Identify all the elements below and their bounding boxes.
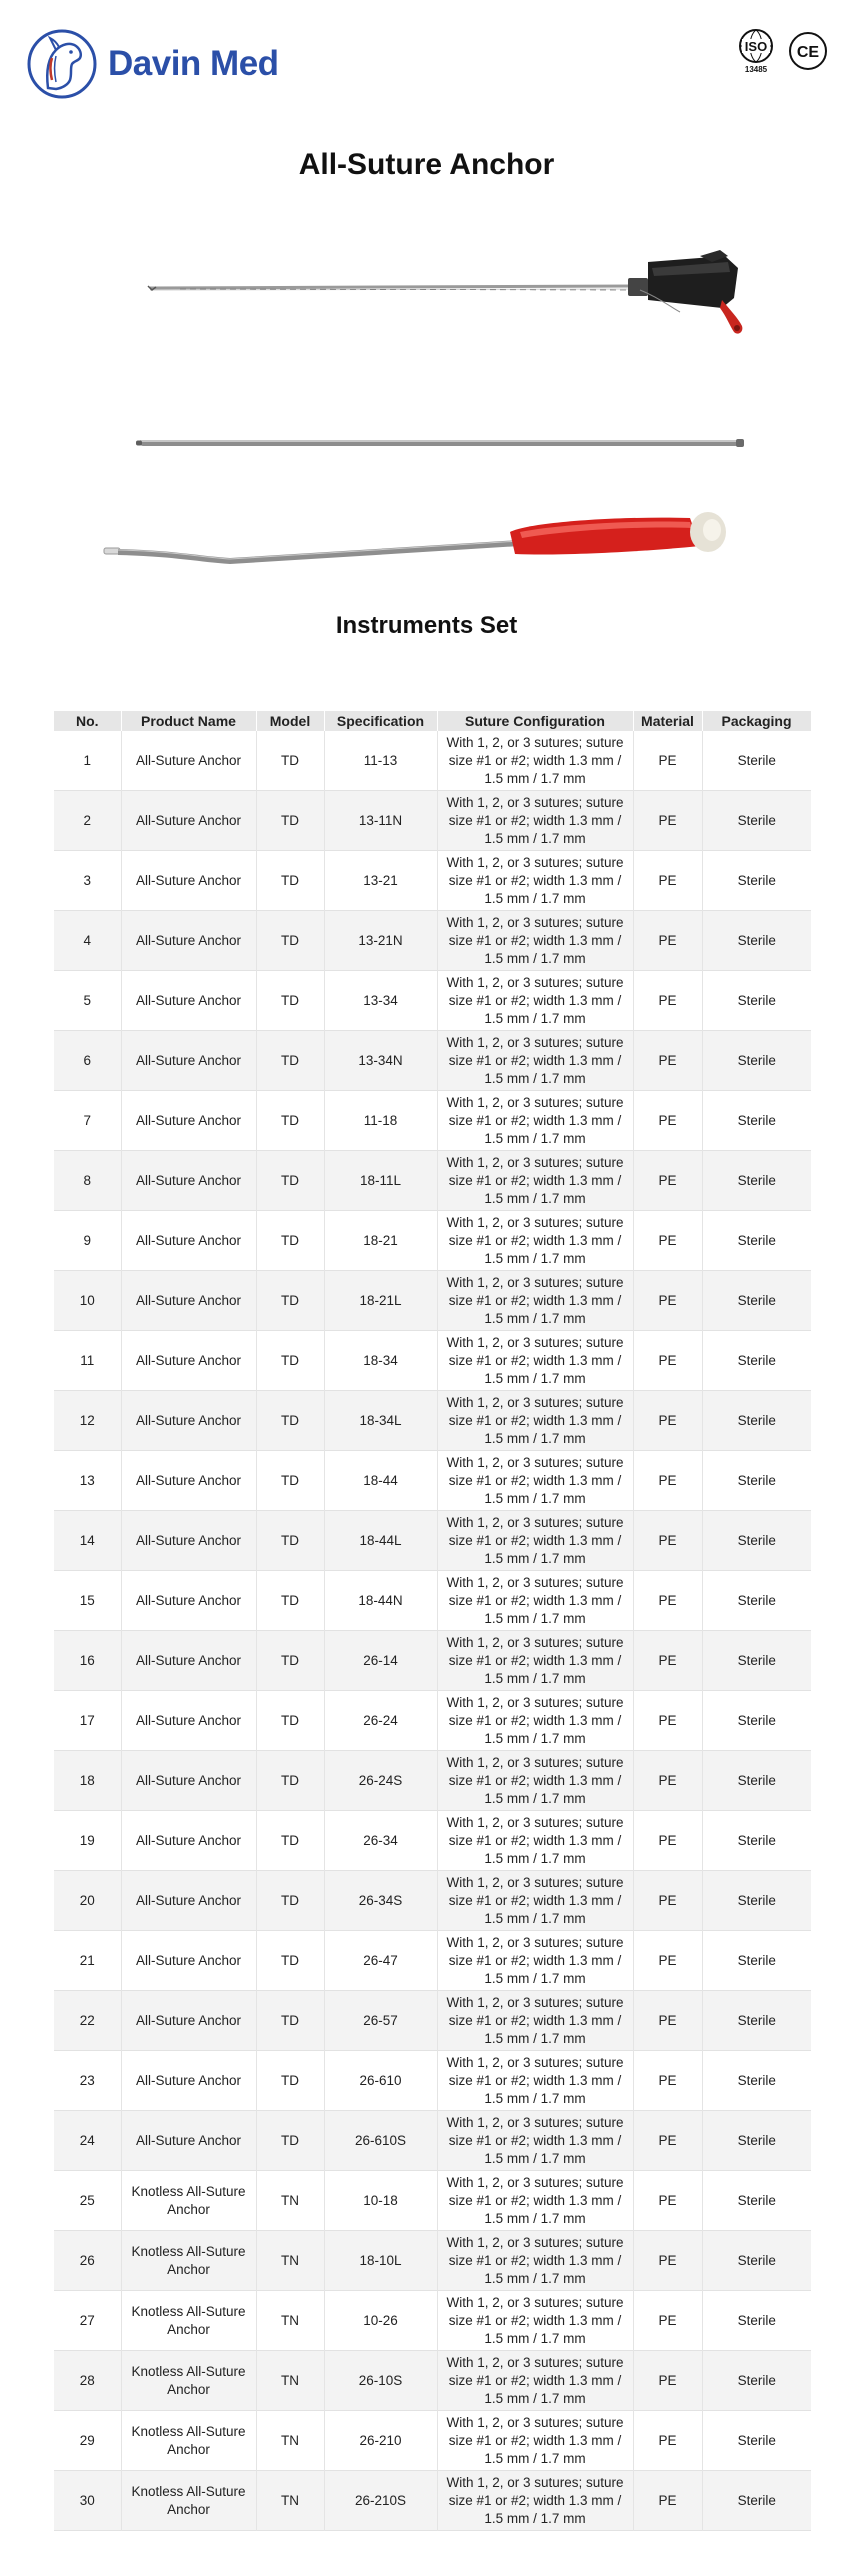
cell-model: TD — [256, 971, 324, 1031]
cell-no: 25 — [54, 2171, 121, 2231]
table-row — [54, 1991, 811, 2051]
cell-no: 24 — [54, 2111, 121, 2171]
anchor-inserter-image — [0, 238, 853, 338]
cell-model: TD — [256, 1211, 324, 1271]
drill-with-red-handle-image — [0, 500, 853, 572]
cell-suture-configuration: With 1, 2, or 3 sutures; suture size #1 or #2; width 1.3 mm / 1.5 mm / 1.7 mm — [437, 1151, 633, 1211]
table-row — [54, 1571, 811, 1631]
table-row — [54, 2111, 811, 2171]
cell-packaging: Sterile — [702, 1871, 811, 1931]
table-row — [54, 2351, 811, 2411]
cell-model: TN — [256, 2471, 324, 2531]
cell-specification: 11-13 — [324, 731, 437, 791]
table-row — [54, 851, 811, 911]
cell-model: TD — [256, 1511, 324, 1571]
cell-material: PE — [633, 911, 702, 971]
cell-suture-configuration: With 1, 2, or 3 sutures; suture size #1 or #2; width 1.3 mm / 1.5 mm / 1.7 mm — [437, 1211, 633, 1271]
cell-product-name: All-Suture Anchor — [121, 1271, 256, 1331]
cell-no: 26 — [54, 2231, 121, 2291]
cell-model: TD — [256, 1691, 324, 1751]
cell-product-name: All-Suture Anchor — [121, 2111, 256, 2171]
cell-suture-configuration: With 1, 2, or 3 sutures; suture size #1 or #2; width 1.3 mm / 1.5 mm / 1.7 mm — [437, 2231, 633, 2291]
cell-packaging: Sterile — [737, 1472, 776, 1488]
cell-packaging: Sterile — [737, 1952, 776, 1968]
cell-material: PE — [633, 1391, 702, 1451]
cell-suture-configuration: With 1, 2, or 3 sutures; suture size #1 or #2; width 1.3 mm / 1.5 mm / 1.7 mm — [437, 1931, 633, 1991]
header-suture-configuration: Suture Configuration — [437, 711, 633, 731]
cell-product-name: All-Suture Anchor — [121, 1091, 256, 1151]
cell-model: TD — [256, 1811, 324, 1871]
cell-suture-configuration: With 1, 2, or 3 sutures; suture size #1 or #2; width 1.3 mm / 1.5 mm / 1.7 mm — [437, 971, 633, 1031]
product-spec-table — [54, 711, 812, 2531]
cell-product-name: All-Suture Anchor — [121, 971, 256, 1031]
cell-model: TN — [256, 2351, 324, 2411]
cell-no: 8 — [54, 1151, 121, 1211]
guide-rod-image — [0, 428, 853, 458]
cell-material: PE — [633, 1691, 702, 1751]
table-row — [54, 791, 811, 851]
header-material: Material — [633, 711, 702, 731]
header-specification: Specification — [324, 711, 437, 731]
table-row — [54, 1451, 811, 1511]
cell-product-name: All-Suture Anchor — [121, 1211, 256, 1271]
table-row — [54, 1931, 811, 1991]
cell-product-name: All-Suture Anchor — [121, 1511, 256, 1571]
cell-model: TN — [256, 2231, 324, 2291]
cell-material: PE — [633, 2471, 702, 2531]
cell-material: PE — [633, 2291, 702, 2351]
table-row — [54, 731, 811, 791]
table-row — [54, 2411, 811, 2471]
cell-model: TD — [256, 1271, 324, 1331]
iso-label: ISO — [744, 39, 768, 54]
ce-label: CE — [796, 44, 820, 61]
cell-packaging: Sterile — [737, 2192, 776, 2208]
cell-material: PE — [633, 1751, 702, 1811]
cell-no: 29 — [54, 2411, 121, 2471]
cell-model: TD — [256, 851, 324, 911]
cell-specification: 13-11N — [324, 791, 437, 851]
cell-specification: 13-34N — [324, 1031, 437, 1091]
cell-product-name: All-Suture Anchor — [121, 1931, 256, 1991]
cell-packaging: Sterile — [737, 992, 776, 1008]
cell-specification: 18-34 — [324, 1331, 437, 1391]
table-row — [54, 2171, 811, 2231]
table-row — [54, 2471, 811, 2531]
cell-suture-configuration: With 1, 2, or 3 sutures; suture size #1 or #2; width 1.3 mm / 1.5 mm / 1.7 mm — [437, 1991, 633, 2051]
cell-packaging: Sterile — [737, 2432, 776, 2448]
table-row — [54, 1751, 811, 1811]
cell-specification: 18-34L — [324, 1391, 437, 1451]
cell-packaging: Sterile — [702, 1991, 811, 2051]
header-packaging: Packaging — [702, 711, 811, 731]
cell-material: PE — [633, 2171, 702, 2231]
cell-specification: 18-11L — [324, 1151, 437, 1211]
cell-product-name: Knotless All-Suture Anchor — [121, 2471, 256, 2531]
cell-suture-configuration: With 1, 2, or 3 sutures; suture size #1 or #2; width 1.3 mm / 1.5 mm / 1.7 mm — [437, 2051, 633, 2111]
cell-packaging: Sterile — [737, 1352, 776, 1368]
header-product-name: Product Name — [121, 711, 256, 731]
cell-suture-configuration: With 1, 2, or 3 sutures; suture size #1 or #2; width 1.3 mm / 1.5 mm / 1.7 mm — [437, 1331, 633, 1391]
cell-packaging: Sterile — [737, 1592, 776, 1608]
cell-model: TN — [256, 2291, 324, 2351]
cell-no: 13 — [54, 1451, 121, 1511]
cell-no: 6 — [54, 1031, 121, 1091]
cell-specification: 18-44L — [324, 1511, 437, 1571]
cell-material: PE — [633, 2051, 702, 2111]
cell-product-name: All-Suture Anchor — [121, 1331, 256, 1391]
cell-suture-configuration: With 1, 2, or 3 sutures; suture size #1 or #2; width 1.3 mm / 1.5 mm / 1.7 mm — [437, 2351, 633, 2411]
page-title: All-Suture Anchor — [298, 148, 555, 181]
cell-material: PE — [633, 1511, 702, 1571]
table-row — [54, 1211, 811, 1271]
cell-model: TD — [256, 731, 324, 791]
cell-suture-configuration: With 1, 2, or 3 sutures; suture size #1 or #2; width 1.3 mm / 1.5 mm / 1.7 mm — [437, 1691, 633, 1751]
cell-no: 7 — [54, 1091, 121, 1151]
cell-suture-configuration: With 1, 2, or 3 sutures; suture size #1 or #2; width 1.3 mm / 1.5 mm / 1.7 mm — [437, 1571, 633, 1631]
cell-no: 3 — [54, 851, 121, 911]
brand-name: Davin Med — [108, 44, 279, 83]
cell-no: 21 — [54, 1931, 121, 1991]
cell-suture-configuration: With 1, 2, or 3 sutures; suture size #1 or #2; width 1.3 mm / 1.5 mm / 1.7 mm — [437, 1631, 633, 1691]
cell-no: 4 — [54, 911, 121, 971]
cell-specification: 18-10L — [324, 2231, 437, 2291]
cell-product-name: All-Suture Anchor — [121, 1451, 256, 1511]
cell-product-name: All-Suture Anchor — [121, 791, 256, 851]
cell-model: TD — [256, 791, 324, 851]
page-header — [0, 0, 853, 130]
cell-material: PE — [633, 2351, 702, 2411]
cell-specification: 13-34 — [324, 971, 437, 1031]
cell-product-name: All-Suture Anchor — [121, 1871, 256, 1931]
cell-specification: 13-21 — [324, 851, 437, 911]
cell-suture-configuration: With 1, 2, or 3 sutures; suture size #1 or #2; width 1.3 mm / 1.5 mm / 1.7 mm — [437, 1271, 633, 1331]
cell-packaging: Sterile — [737, 872, 776, 888]
cell-product-name: Knotless All-Suture Anchor — [121, 2231, 256, 2291]
cell-specification: 26-57 — [324, 1991, 437, 2051]
cell-no: 18 — [54, 1751, 121, 1811]
cell-no: 17 — [54, 1691, 121, 1751]
table-row — [54, 2231, 811, 2291]
cell-suture-configuration: With 1, 2, or 3 sutures; suture size #1 or #2; width 1.3 mm / 1.5 mm / 1.7 mm — [437, 1751, 633, 1811]
table-row — [54, 1271, 811, 1331]
cell-material: PE — [633, 2231, 702, 2291]
cell-specification: 10-18 — [324, 2171, 437, 2231]
cell-suture-configuration: With 1, 2, or 3 sutures; suture size #1 or #2; width 1.3 mm / 1.5 mm / 1.7 mm — [437, 1511, 633, 1571]
cell-model: TD — [256, 2051, 324, 2111]
cell-packaging: Sterile — [702, 2111, 811, 2171]
cell-product-name: All-Suture Anchor — [121, 731, 256, 791]
cell-no: 2 — [54, 791, 121, 851]
cell-specification: 26-210S — [324, 2471, 437, 2531]
cell-material: PE — [633, 1991, 702, 2051]
cell-suture-configuration: With 1, 2, or 3 sutures; suture size #1 or #2; width 1.3 mm / 1.5 mm / 1.7 mm — [437, 1811, 633, 1871]
cell-packaging: Sterile — [702, 2231, 811, 2291]
cell-model: TD — [256, 1091, 324, 1151]
cell-no: 19 — [54, 1811, 121, 1871]
ce-mark-icon — [788, 31, 828, 71]
table-row — [54, 1511, 811, 1571]
cell-product-name: All-Suture Anchor — [121, 1811, 256, 1871]
cell-no: 30 — [54, 2471, 121, 2531]
cell-packaging: Sterile — [737, 2312, 776, 2328]
table-row — [54, 1031, 811, 1091]
cell-material: PE — [633, 1571, 702, 1631]
cell-material: PE — [633, 2411, 702, 2471]
cell-suture-configuration: With 1, 2, or 3 sutures; suture size #1 or #2; width 1.3 mm / 1.5 mm / 1.7 mm — [437, 1091, 633, 1151]
section-subtitle: Instruments Set — [335, 612, 518, 639]
cell-model: TN — [256, 2171, 324, 2231]
cell-specification: 26-24 — [324, 1691, 437, 1751]
table-row — [54, 1631, 811, 1691]
cell-suture-configuration: With 1, 2, or 3 sutures; suture size #1 or #2; width 1.3 mm / 1.5 mm / 1.7 mm — [437, 911, 633, 971]
cell-material: PE — [633, 1271, 702, 1331]
cell-model: TD — [256, 1451, 324, 1511]
cell-material: PE — [633, 1631, 702, 1691]
cell-product-name: Knotless All-Suture Anchor — [121, 2171, 256, 2231]
cell-specification: 26-10S — [324, 2351, 437, 2411]
iso-13485-icon — [736, 28, 776, 74]
cell-model: TD — [256, 2111, 324, 2171]
cell-material: PE — [633, 791, 702, 851]
table-header-row — [54, 711, 811, 731]
cell-product-name: All-Suture Anchor — [121, 1031, 256, 1091]
cell-material: PE — [633, 1031, 702, 1091]
cell-no: 12 — [54, 1391, 121, 1451]
cell-suture-configuration: With 1, 2, or 3 sutures; suture size #1 or #2; width 1.3 mm / 1.5 mm / 1.7 mm — [437, 2471, 633, 2531]
table-row — [54, 1151, 811, 1211]
iso-number: 13485 — [744, 65, 768, 74]
cell-specification: 18-21 — [324, 1211, 437, 1271]
cell-packaging: Sterile — [702, 1151, 811, 1211]
brand-logo[interactable] — [26, 28, 279, 100]
cell-specification: 26-210 — [324, 2411, 437, 2471]
cell-model: TD — [256, 1751, 324, 1811]
cell-model: TD — [256, 1871, 324, 1931]
cell-specification: 18-21L — [324, 1271, 437, 1331]
cell-no: 11 — [54, 1331, 121, 1391]
cell-packaging: Sterile — [702, 1751, 811, 1811]
certification-marks — [736, 28, 828, 74]
cell-product-name: Knotless All-Suture Anchor — [121, 2291, 256, 2351]
cell-packaging: Sterile — [702, 1631, 811, 1691]
cell-model: TD — [256, 1391, 324, 1451]
cell-suture-configuration: With 1, 2, or 3 sutures; suture size #1 or #2; width 1.3 mm / 1.5 mm / 1.7 mm — [437, 2291, 633, 2351]
cell-packaging: Sterile — [702, 1511, 811, 1571]
table-row — [54, 911, 811, 971]
cell-material: PE — [633, 1211, 702, 1271]
cell-specification: 26-610S — [324, 2111, 437, 2171]
cell-suture-configuration: With 1, 2, or 3 sutures; suture size #1 or #2; width 1.3 mm / 1.5 mm / 1.7 mm — [437, 2411, 633, 2471]
cell-no: 28 — [54, 2351, 121, 2411]
table-row — [54, 971, 811, 1031]
cell-packaging: Sterile — [737, 1832, 776, 1848]
cell-no: 20 — [54, 1871, 121, 1931]
table-row — [54, 1811, 811, 1871]
cell-product-name: All-Suture Anchor — [121, 1991, 256, 2051]
cell-packaging: Sterile — [702, 1391, 811, 1451]
cell-suture-configuration: With 1, 2, or 3 sutures; suture size #1 or #2; width 1.3 mm / 1.5 mm / 1.7 mm — [437, 1871, 633, 1931]
table-row — [54, 1691, 811, 1751]
cell-no: 27 — [54, 2291, 121, 2351]
cell-suture-configuration: With 1, 2, or 3 sutures; suture size #1 or #2; width 1.3 mm / 1.5 mm / 1.7 mm — [437, 2171, 633, 2231]
cell-product-name: All-Suture Anchor — [121, 851, 256, 911]
cell-model: TN — [256, 2411, 324, 2471]
table-row — [54, 1871, 811, 1931]
cell-product-name: All-Suture Anchor — [121, 1571, 256, 1631]
cell-packaging: Sterile — [737, 1712, 776, 1728]
cell-product-name: All-Suture Anchor — [121, 2051, 256, 2111]
cell-model: TD — [256, 911, 324, 971]
cell-product-name: All-Suture Anchor — [121, 1751, 256, 1811]
cell-no: 1 — [54, 731, 121, 791]
cell-material: PE — [633, 1811, 702, 1871]
table-body — [54, 731, 811, 2531]
cell-packaging: Sterile — [702, 2471, 811, 2531]
cell-suture-configuration: With 1, 2, or 3 sutures; suture size #1 or #2; width 1.3 mm / 1.5 mm / 1.7 mm — [437, 1451, 633, 1511]
cell-material: PE — [633, 2111, 702, 2171]
cell-product-name: All-Suture Anchor — [121, 911, 256, 971]
cell-product-name: All-Suture Anchor — [121, 1691, 256, 1751]
cell-suture-configuration: With 1, 2, or 3 sutures; suture size #1 or #2; width 1.3 mm / 1.5 mm / 1.7 mm — [437, 1031, 633, 1091]
cell-product-name: All-Suture Anchor — [121, 1631, 256, 1691]
cell-no: 22 — [54, 1991, 121, 2051]
cell-suture-configuration: With 1, 2, or 3 sutures; suture size #1 or #2; width 1.3 mm / 1.5 mm / 1.7 mm — [437, 2111, 633, 2171]
cell-specification: 18-44 — [324, 1451, 437, 1511]
cell-no: 14 — [54, 1511, 121, 1571]
cell-material: PE — [633, 731, 702, 791]
cell-packaging: Sterile — [737, 1112, 776, 1128]
cell-specification: 26-34S — [324, 1871, 437, 1931]
cell-no: 23 — [54, 2051, 121, 2111]
cell-packaging: Sterile — [737, 2072, 776, 2088]
cell-specification: 11-18 — [324, 1091, 437, 1151]
cell-material: PE — [633, 1931, 702, 1991]
table-row — [54, 2051, 811, 2111]
cell-material: PE — [633, 1331, 702, 1391]
cell-packaging: Sterile — [702, 791, 811, 851]
cell-packaging: Sterile — [737, 752, 776, 768]
cell-specification: 26-34 — [324, 1811, 437, 1871]
cell-model: TD — [256, 1331, 324, 1391]
cell-packaging: Sterile — [702, 2351, 811, 2411]
cell-no: 5 — [54, 971, 121, 1031]
table-row — [54, 2291, 811, 2351]
cell-model: TD — [256, 1571, 324, 1631]
cell-material: PE — [633, 851, 702, 911]
cell-product-name: All-Suture Anchor — [121, 1151, 256, 1211]
cell-specification: 26-610 — [324, 2051, 437, 2111]
cell-model: TD — [256, 1031, 324, 1091]
cell-material: PE — [633, 1871, 702, 1931]
cell-no: 16 — [54, 1631, 121, 1691]
header-no: No. — [54, 711, 121, 731]
cell-material: PE — [633, 1151, 702, 1211]
cell-no: 15 — [54, 1571, 121, 1631]
table-row — [54, 1391, 811, 1451]
cell-material: PE — [633, 1091, 702, 1151]
cell-specification: 26-47 — [324, 1931, 437, 1991]
cell-model: TD — [256, 1991, 324, 2051]
cell-packaging: Sterile — [702, 1271, 811, 1331]
cell-specification: 10-26 — [324, 2291, 437, 2351]
cell-specification: 26-24S — [324, 1751, 437, 1811]
cell-product-name: All-Suture Anchor — [121, 1391, 256, 1451]
table-row — [54, 1331, 811, 1391]
cell-suture-configuration: With 1, 2, or 3 sutures; suture size #1 or #2; width 1.3 mm / 1.5 mm / 1.7 mm — [437, 1391, 633, 1451]
cell-product-name: Knotless All-Suture Anchor — [121, 2411, 256, 2471]
header-model: Model — [256, 711, 324, 731]
horse-head-logo-icon — [26, 28, 98, 100]
cell-material: PE — [633, 1451, 702, 1511]
cell-specification: 18-44N — [324, 1571, 437, 1631]
cell-material: PE — [633, 971, 702, 1031]
cell-suture-configuration: With 1, 2, or 3 sutures; suture size #1 or #2; width 1.3 mm / 1.5 mm / 1.7 mm — [437, 731, 633, 791]
cell-packaging: Sterile — [702, 1031, 811, 1091]
cell-no: 9 — [54, 1211, 121, 1271]
cell-no: 10 — [54, 1271, 121, 1331]
cell-suture-configuration: With 1, 2, or 3 sutures; suture size #1 or #2; width 1.3 mm / 1.5 mm / 1.7 mm — [437, 791, 633, 851]
cell-specification: 13-21N — [324, 911, 437, 971]
cell-packaging: Sterile — [737, 1232, 776, 1248]
cell-model: TD — [256, 1931, 324, 1991]
table-row — [54, 1091, 811, 1151]
cell-specification: 26-14 — [324, 1631, 437, 1691]
cell-product-name: Knotless All-Suture Anchor — [121, 2351, 256, 2411]
cell-suture-configuration: With 1, 2, or 3 sutures; suture size #1 or #2; width 1.3 mm / 1.5 mm / 1.7 mm — [437, 851, 633, 911]
cell-model: TD — [256, 1631, 324, 1691]
cell-packaging: Sterile — [702, 911, 811, 971]
cell-model: TD — [256, 1151, 324, 1211]
